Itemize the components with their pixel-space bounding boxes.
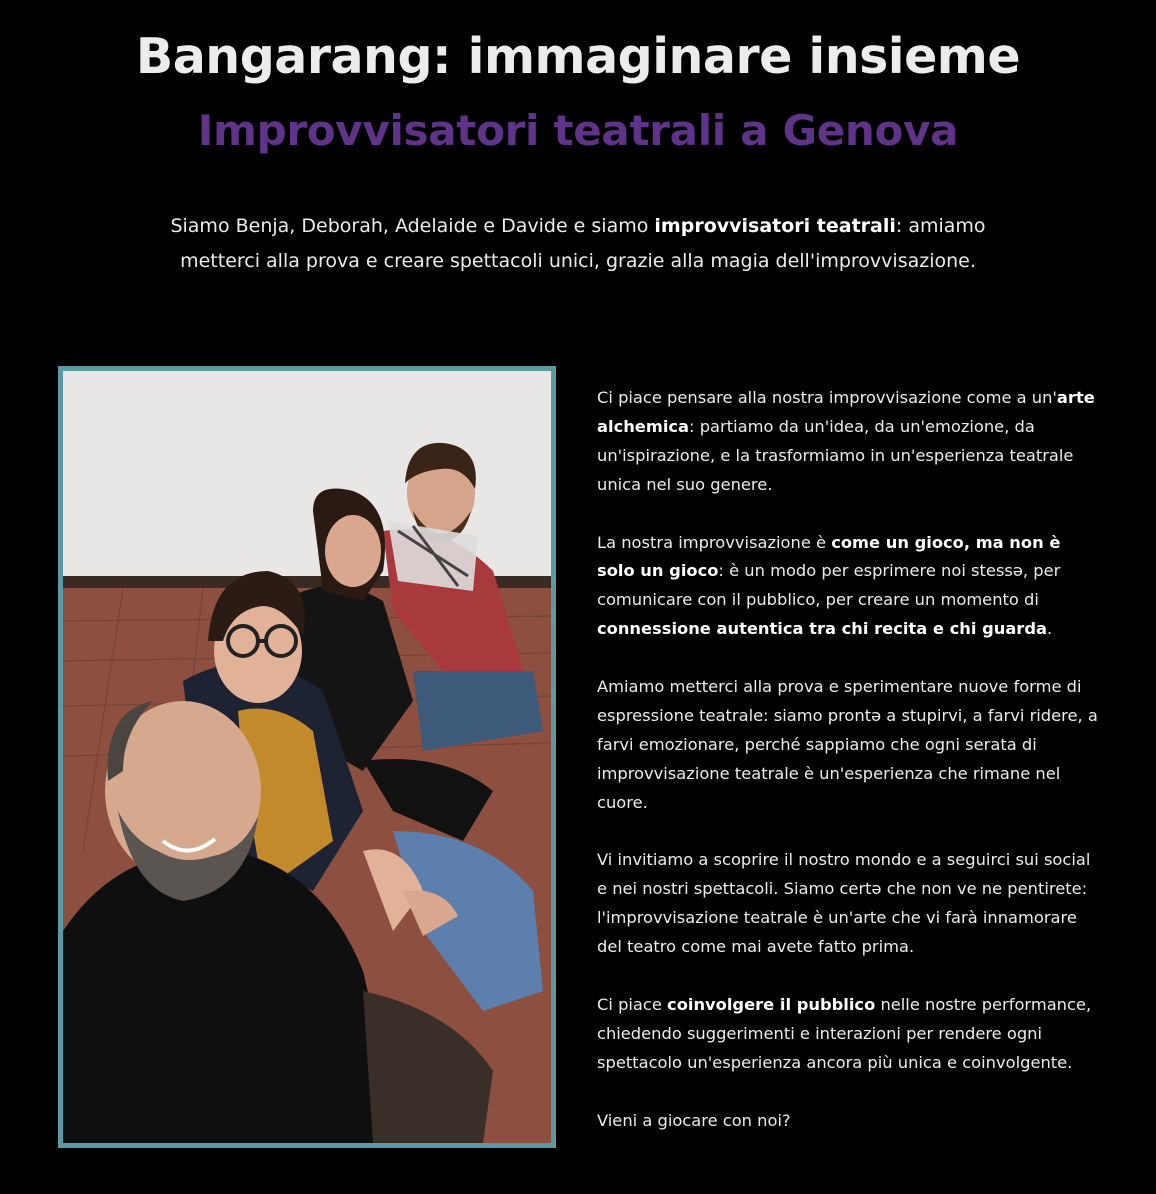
about-paragraph-part: : è un modo per esprimere noi stessə, per comunicare con il pubblico, per creare un momento di — [597, 561, 1061, 610]
about-paragraph: Vi invitiamo a scoprire il nostro mondo e a seguirci sui social e nei nostri spettacoli. Siamo certə che non ve ne pentirete: l'improvvisazione teatrale è un'arte che vi farà innamorare del teatro come mai avete fatto prima. — [597, 850, 1091, 957]
about-paragraph-part: La nostra improvvisazione è — [597, 532, 832, 552]
about-paragraph-part: Ci piace pensare alla nostra improvvisazione come a un' — [597, 388, 1057, 407]
about-text — [597, 384, 1103, 1164]
about-paragraph: Amiamo metterci alla prova e sperimentare nuove forme di espressione teatrale: siamo prontə a stupirvi, a farvi ridere, a farvi emozionare, perché sappiamo che ogni serata di improvvisazione teatrale è un'esperienza che rimane nel cuore. — [597, 677, 1098, 812]
intro-text-bold: improvvisatori teatrali — [654, 215, 896, 237]
about-paragraph — [597, 384, 1103, 500]
about-paragraph-part: : partiamo da un'idea, da un'emozione, da un'ispirazione, e la trasformiamo in un'esperienza teatrale unica nel suo genere. — [597, 416, 1074, 494]
about-closing-question: Vieni a giocare con noi? — [597, 1110, 791, 1130]
about-paragraph-part: . — [1046, 619, 1053, 639]
intro-text-part: Siamo Benja, Deborah, Adelaide e Davide e siamo — [170, 215, 655, 237]
about-paragraph — [597, 991, 1103, 1078]
about-paragraph-bold: coinvolgere il pubblico — [667, 994, 876, 1014]
about-paragraph — [597, 529, 1103, 645]
page-title: Bangarang: immaginare insieme — [135, 28, 1021, 85]
about-paragraph-bold: arte alchemica — [597, 388, 1095, 436]
group-photo-illustration — [63, 371, 551, 1143]
intro-text — [150, 209, 1006, 279]
about-paragraph-bold: come un gioco, ma non è solo un gioco — [597, 532, 1061, 581]
about-paragraph-bold: connessione autentica tra chi recita e chi guarda — [597, 619, 1047, 639]
group-photo — [58, 366, 556, 1148]
about-paragraph-part: nelle nostre performance, chiedendo suggerimenti e interazioni per rendere ogni spettacolo un'esperienza ancora più unica e coinvolgente. — [597, 994, 1092, 1072]
page-subtitle: Improvvisatori teatrali a Genova — [197, 106, 959, 155]
about-paragraph-part: Ci piace — [597, 994, 668, 1014]
intro-text-part: : amiamo metterci alla prova e creare spettacoli unici, grazie alla magia dell'improvvisazione. — [180, 215, 986, 272]
